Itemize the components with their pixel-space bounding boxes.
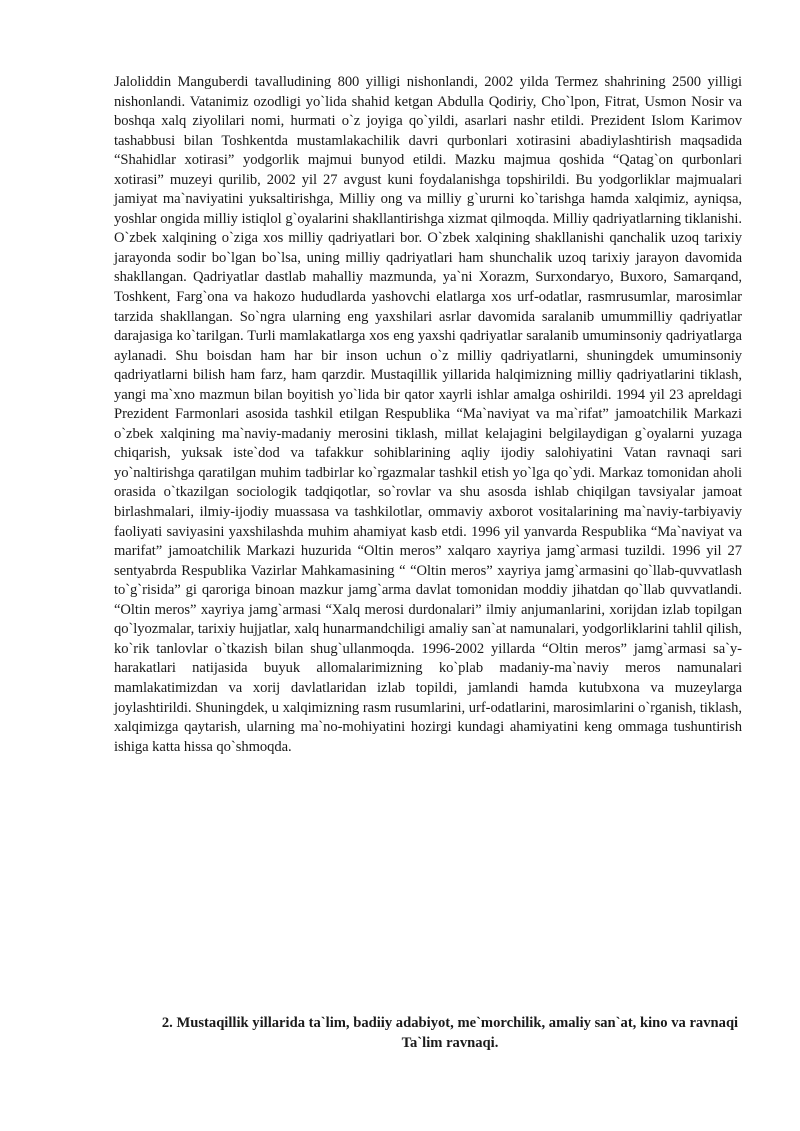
body-paragraph: Jaloliddin Manguberdi tavalludining 800 yilligi nishonlandi, 2002 yilda Termez shahrining 2500 yilligi nishonlandi. Vatanimiz ozodligi yo`lida shahid ketgan Abdulla Qodiriy, Cho`lpon, Fitrat, Usmon Nosir va boshqa xalq ziyolilari nomi, hurmati o`z joyiga qo`yildi, asarlari nashr etildi. Prezident Islom Karimov tashabbusi bilan Toshkentda mustamlakachilik davri qurbonlari xotirasini abadiylashtirish maqsadida “Shahidlar xotirasi” yodgorlik majmui bunyod etildi. Mazku majmua qoshida “Qatag`on qurbonlari xotirasi” muzeyi qurilib, 2002 yil 27 avgust kuni foydalanishga topshirildi. Bu yodgorliklar majmualari jamiyat ma`naviyatini yuksaltirishga, Milliy ong va milliy g`ururni ko`tarishga hamda xalqimiz, ayniqsa, yoshlar ongida milliy istiqlol g`oyalarini shakllantirishga xizmat qilmoqda. Milliy qadriyatlarning tiklanishi. O`zbek xalqining o`ziga xos milliy qadriyatlari bor. O`zbek xalqining shakllanishi qanchalik uzoq tarixiy jarayonda sodir bo`lgan bo`lsa, uning milliy qadriyatlari ham shunchalik uzoq tarixiy jarayon davomida shakllangan. Qadriyatlar dastlab mahalliy mazmunda, ya`ni Xorazm, Surxondaryo, Buxoro, Samarqand, Toshkent, Farg`ona va hakozo hududlarda yashovchi elatlarga xos urf-odatlar, rasmrusumlar, marosimlar tarzida shakllangan. So`ngra ularning eng yaxshilari asrlar davomida saralanib umummilliy qadriyatlar darajasiga ko`tarilgan. Turli mamlakatlarga xos eng yaxshi qadriyatlar saralanib umuminsoniy qadriyatlarga aylanadi. Shu boisdan ham har bir inson uchun o`z milliy qadriyatlarni, shuningdek umuminsoniy qadriyatlarni bilish ham farz, ham qarzdir. Mustaqillik yillarida halqimizning milliy qadriyatlarini tiklash, yangi ma`xno mazmun bilan boyitish yo`lida bir qator xayrli ishlar amalga oshirildi. 1994 yil 23 apreldagi Prezident Farmonlari asosida tashkil etilgan Respublika “Ma`naviyat va ma`rifat” jamoatchilik Markazi o`zbek xalqining ma`naviy-madaniy merosini tiklash, millat kelajagini belgilaydigan g`oyalarni yuzaga chiqarish, yuksak iste`dod va tafakkur sohiblarining aqliy ijodiy salohiyatini Vatan ravnaqi sari yo`naltirishga qaratilgan muhim tadbirlar ko`rgazmalar tashkil etish yo`lga qo`ydi. Markaz tomonidan aholi orasida o`tkazilgan sociologik tadqiqotlar, so`rovlar va shu asosda ishlab chiqilgan tavsiyalar jamoat birlashmalari, ilmiy-ijodiy muassasa va tashkilotlar, ommaviy axborot vositalarining ma`naviy-tarbiyaviy faoliyati saviyasini yaxshilashda muhim ahamiyat kasb etdi. 1996 yil yanvarda Respublika “Ma`naviyat va marifat” jamoatchilik Markazi huzurida “Oltin meros” xalqaro xayriya jamg`armasi tuzildi. 1996 yil 27 sentyabrda Respublika Vazirlar Mahkamasining “ “Oltin meros” xayriya jamg`armasini qo`llab-quvvatlash to`g`risida” gi qaroriga binoan mazkur jamg`arma davlat tomonidan moddiy jihatdan qo`llab quvvatlandi. “Oltin meros” xayriya jamg`armasi “Xalq merosi durdonalari” ilmiy anjumanlarini, xorijdan izlab topilgan qo`lyozmalar, tarixiy hujjatlar, xalq hunarmandchiligi amaliy san`at namunalari, yodgorliklarini tahlil qilish, ko`rik tanlovlar o`tkazish bilan shug`ullanmoqda. 1996-2002 yillarda “Oltin meros” jamg`armasi sa`y-harakatlari natijasida buyuk allomalarimizning ko`plab madaniy-ma`naviy meros namunalari mamlakatimizdan va xorij davlatlaridan izlab topildi, jamlandi hamda kutubxona va muzeylarga joylashtirildi. Shuningdek, u xalqimizning rasm rusumlarini, urf-odatlarini, marosimlarini o`rganish, tiklash, xalqimizga qaytarish, ularning ma`no-mohiyatini hozirgi kundagi ahamiyatini keng ommaga tushuntirish ishiga katta hissa qo`shmoqda. — [114, 74, 742, 755]
section-heading: 2. Mustaqillik yillarida ta`lim, badiiy adabiyot, me`morchilik, amaliy san`at, kino va ravnaqi Ta`lim ravnaqi. — [161, 1015, 739, 1051]
